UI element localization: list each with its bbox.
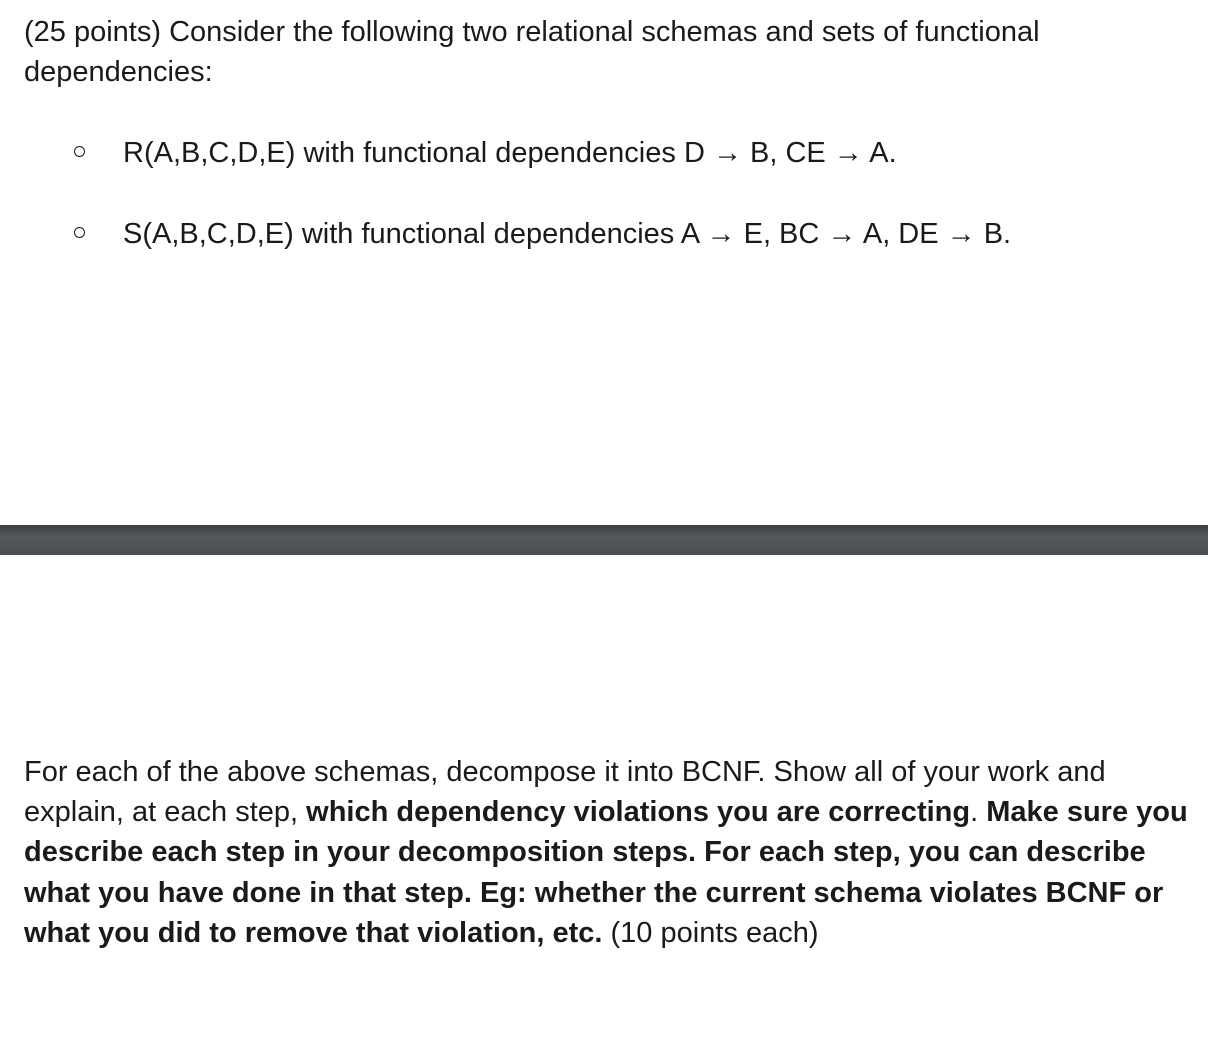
instructions-points: (10 points each): [602, 916, 819, 949]
hollow-circle-bullet-icon: [74, 227, 85, 238]
hollow-circle-bullet-icon: [74, 146, 85, 157]
schema-s-text: S(A,B,C,D,E) with functional dependencies A → E, BC → A, DE → B.: [123, 218, 1012, 250]
instructions-text-2: .: [970, 796, 987, 829]
instructions-bold-2: Make sure you describe each step in your decomposition steps. For each step, you can describe what you have done in that step. Eg: whether the current schema violates BCNF or what you did to remove that violation, etc.: [24, 796, 1188, 949]
page-divider-bar: [0, 525, 1208, 555]
question-instructions: [24, 752, 1194, 953]
question-intro: (25 points) Consider the following two relational schemas and sets of functional dependencies:: [24, 16, 1040, 88]
schema-item-r: [0, 133, 1208, 173]
schema-r-text: R(A,B,C,D,E) with functional dependencies D → B, CE → A.: [123, 137, 897, 169]
schema-item-s: [0, 214, 1208, 254]
instructions-bold-1: which dependency violations you are correcting: [306, 796, 971, 829]
instructions-text-1: For each of the above schemas, decompose it into BCNF. Show all of your work and explain, at each step,: [24, 756, 1106, 829]
